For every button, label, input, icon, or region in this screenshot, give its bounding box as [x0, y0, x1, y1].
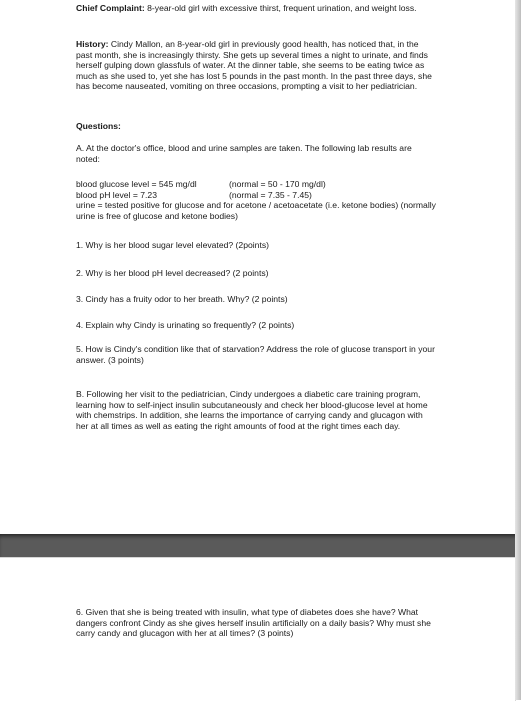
lab-ph-normal: (normal = 7.35 - 7.45) — [229, 190, 312, 200]
questions-heading: Questions: — [76, 121, 121, 131]
part-a-intro: A. At the doctor's office, blood and urine samples are taken. The following lab results are noted: — [76, 143, 412, 164]
lab-urine: urine = tested positive for glucose and for acetone / acetoacetate (i.e. ketone bodies) (normally urine is free of glucose and ketone bodies) — [76, 200, 436, 221]
history-text: Cindy Mallon, an 8-year-old girl in previously good health, has noticed that, in the past month, she is increasingly thirsty. She gets up several times a night to urinate, and finds herself gulping down glassfuls of water. At the dinner table, she seems to be eating twice as much as she used to, yet she has lost 5 pounds in the past month. In the past three days, she has become nauseated, vomiting on three occasions, prompting a visit to her pediatrician. — [76, 39, 432, 92]
lab-glucose-normal: (normal = 50 - 170 mg/dl) — [229, 179, 326, 189]
question-5: 5. How is Cindy's condition like that of starvation? Address the role of glucose transport in your answer. (3 points) — [76, 344, 435, 365]
history-label: History: — [76, 39, 109, 49]
lab-row-glucose — [76, 179, 436, 190]
lab-glucose-value: blood glucose level = 545 mg/dl — [76, 179, 197, 189]
question-4: 4. Explain why Cindy is urinating so frequently? (2 points) — [76, 320, 295, 330]
scroll-edge-shadow — [515, 0, 521, 700]
chief-complaint — [76, 3, 436, 14]
page-separator — [0, 534, 521, 557]
chief-complaint-text: 8-year-old girl with excessive thirst, frequent urination, and weight loss. — [147, 3, 417, 13]
document-page-2 — [0, 557, 516, 701]
question-2: 2. Why is her blood pH level decreased? (2 points) — [76, 268, 269, 278]
question-6: 6. Given that she is being treated with insulin, what type of diabetes does she have? What dangers confront Cindy as she gives herself insulin artificially on a daily basis? Why must she carry candy and glucagon with her at all times? (3 points) — [76, 607, 431, 639]
lab-ph-value: blood pH level = 7.23 — [76, 190, 157, 200]
question-1: 1. Why is her blood sugar level elevated? (2points) — [76, 240, 269, 250]
chief-complaint-label: Chief Complaint: — [76, 3, 145, 13]
part-b-paragraph: B. Following her visit to the pediatrician, Cindy undergoes a diabetic care training program, learning how to self-inject insulin subcutaneously and check her blood-glucose level at home with chemstrips. In addition, she learns the importance of carrying candy and glucagon with her at all times as well as eating the right amounts of food at the right times each day. — [76, 389, 428, 431]
history-paragraph — [76, 39, 436, 92]
question-3: 3. Cindy has a fruity odor to her breath. Why? (2 points) — [76, 294, 288, 304]
